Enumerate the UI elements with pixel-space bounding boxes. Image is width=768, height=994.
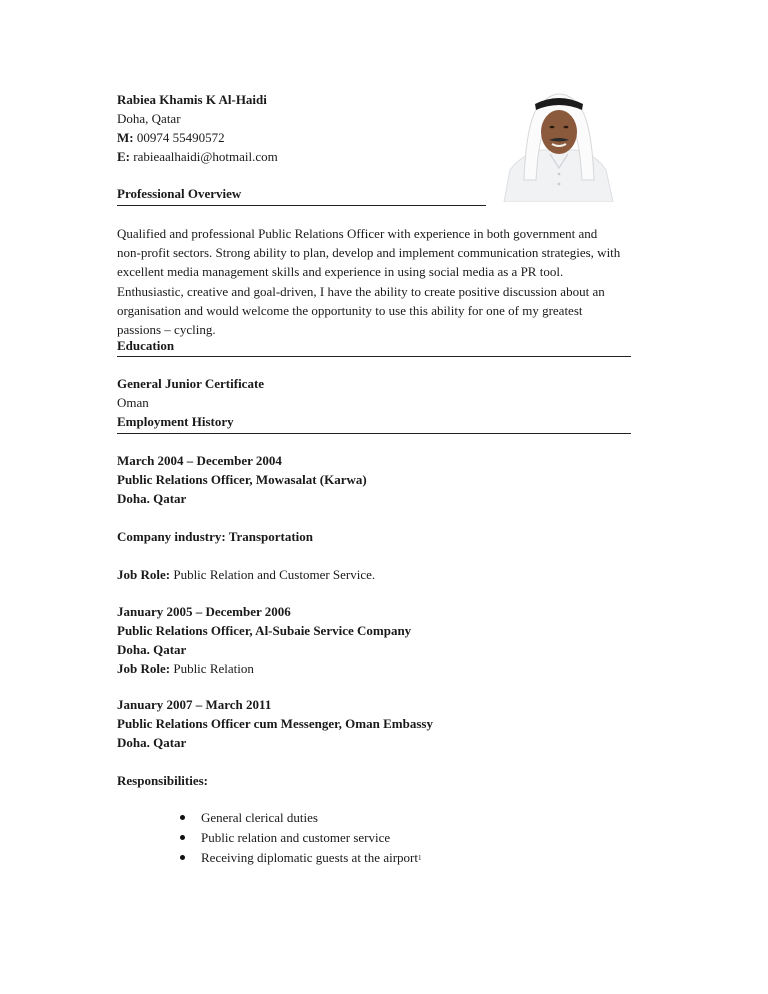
education-certificate: General Junior Certificate: [117, 376, 265, 391]
job-3-location: Doha. Qatar: [117, 735, 187, 750]
bullet-icon: [180, 835, 185, 840]
footnote-marker: 1: [417, 854, 422, 862]
job-2-dates: January 2005 – December 2006: [117, 604, 291, 619]
job-3-dates: January 2007 – March 2011: [117, 697, 272, 712]
education-place: Oman: [117, 395, 149, 410]
role-value: Public Relation and Customer Service.: [173, 567, 376, 582]
mobile-line: [117, 129, 225, 147]
mobile-number: 00974 55490572: [136, 130, 225, 145]
overview-heading: Professional Overview: [117, 186, 242, 201]
job-3-title: Public Relations Officer cum Messenger, Oman Embassy: [117, 716, 433, 731]
role-label: Job Role:: [117, 567, 171, 582]
overview-divider: [117, 205, 486, 206]
responsibility-text: Receiving diplomatic guests at the airport: [201, 850, 418, 865]
email-label: E:: [117, 149, 130, 164]
role-label: Job Role:: [117, 661, 171, 676]
job-2-location: Doha. Qatar: [117, 642, 187, 657]
employment-divider: [117, 433, 631, 434]
job-2-role: [117, 660, 254, 678]
overview-text: Qualified and professional Public Relations Officer with experience in both government and non-profit sectors. Strong ability to plan, develop and implement communication strategies, with excellent media management skills and experience in using social media as a PR tool. Enthusiastic, creative and goal-driven, I have the ability to create positive discussion about an organisation and would welcome the opportunity to use this ability for one of my greatest passions – cycling.: [117, 226, 621, 338]
mobile-label: M:: [117, 130, 134, 145]
profile-photo: [502, 88, 615, 202]
list-item: [170, 848, 421, 868]
job-1-role: [117, 566, 375, 584]
education-divider: [117, 356, 631, 357]
responsibilities-list: [170, 808, 421, 868]
job-1-title: Public Relations Officer, Mowasalat (Karwa): [117, 472, 367, 487]
job-1-industry: [117, 528, 313, 546]
industry-value: Transportation: [228, 529, 313, 544]
role-value: Public Relation: [173, 661, 254, 676]
bullet-icon: [180, 855, 185, 860]
candidate-location: Doha, Qatar: [117, 111, 181, 126]
employment-heading: Employment History: [117, 414, 234, 429]
job-1-dates: March 2004 – December 2004: [117, 453, 282, 468]
candidate-name: Rabiea Khamis K Al-Haidi: [117, 92, 267, 107]
list-item: [170, 808, 421, 828]
industry-label: Company industry:: [117, 529, 226, 544]
overview-paragraph: [117, 224, 622, 339]
education-heading: Education: [117, 338, 175, 353]
responsibility-text: General clerical duties: [201, 810, 318, 825]
job-2-title: Public Relations Officer, Al-Subaie Service Company: [117, 623, 412, 638]
job-1-location: Doha. Qatar: [117, 491, 187, 506]
responsibilities-heading: Responsibilities:: [117, 773, 209, 788]
email-line: [117, 148, 278, 166]
email-address: rabieaalhaidi@hotmail.com: [133, 149, 278, 164]
responsibility-text: Public relation and customer service: [201, 830, 391, 845]
list-item: [170, 828, 421, 848]
bullet-icon: [180, 815, 185, 820]
portrait-image: [502, 88, 615, 202]
